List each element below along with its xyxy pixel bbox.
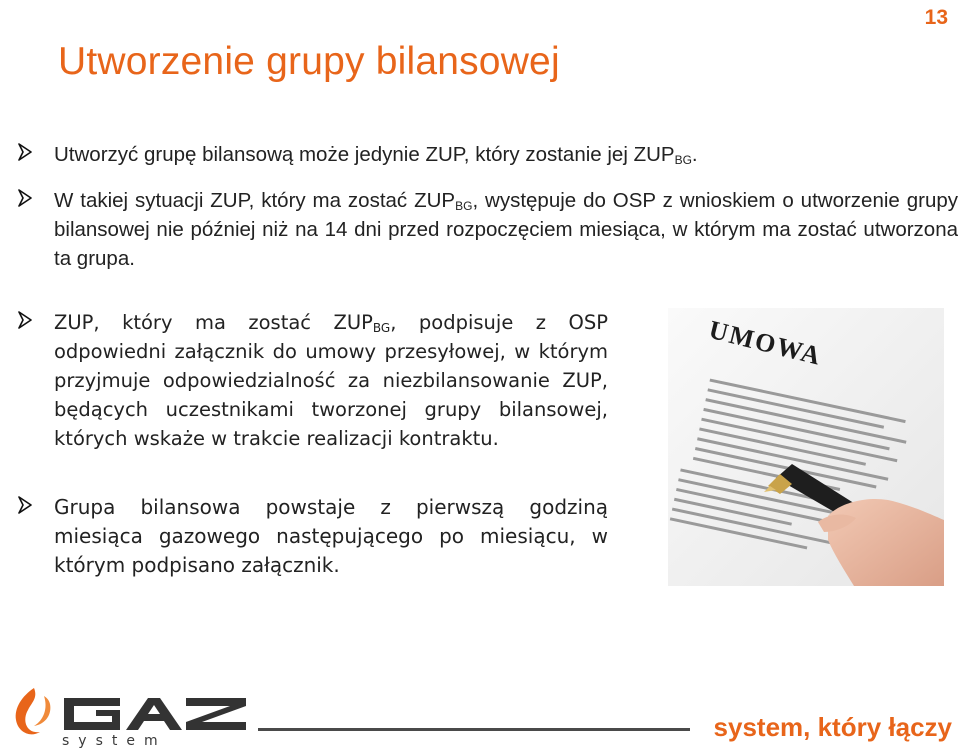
- bullet-text: W takiej sytuacji ZUP, który ma zostać $ZUP_{BG}$, występuje do OSP z wnioskiem o utworzenie grupy bilansowej nie później niż na 14 dni przed rozpoczęciem miesiąca, w którym ma zostać utworzona ta grupa.: [54, 189, 959, 270]
- bullet-text: Grupa bilansowa powstaje z pierwszą godziną miesiąca gazowego następującego po miesiącu, w którym podpisano załącznik.: [54, 495, 608, 577]
- logo-subtext: system: [62, 733, 167, 749]
- bullet-text: ZUP, który ma zostać $ZUP_{BG}$, podpisuje z OSP odpowiedni załącznik do umowy przesyłowej, w którym przyjmuje odpowiedzialność za niezbilansowanie ZUP, będących uczestnikami tworzonej grupy bilansowej, których wskaże w trakcie realizacji kontraktu.: [54, 311, 608, 450]
- footer-slogan: system, który łączy: [713, 712, 952, 742]
- contract-signing-photo: [668, 308, 944, 586]
- arrow-bullet-icon: [18, 308, 54, 453]
- photo-heading: UMOWA: [706, 314, 826, 371]
- arrow-bullet-icon: [18, 493, 54, 580]
- arrow-bullet-icon: [18, 186, 54, 273]
- bullet-item-3: [18, 308, 608, 453]
- bullet-item-4: [18, 493, 608, 580]
- page-number: 13: [924, 6, 948, 29]
- slide-title: Utworzenie grupy bilansowej: [58, 40, 560, 83]
- logo-lettering: [64, 698, 246, 730]
- bullet-text: Utworzyć grupę bilansową może jedynie ZUP, który zostanie jej $ZUP_{BG}$.: [54, 143, 698, 167]
- flame-icon: [16, 688, 51, 734]
- bullet-item-2: [18, 186, 958, 273]
- arrow-bullet-icon: [18, 140, 54, 169]
- bullet-item-1: [18, 140, 948, 169]
- footer-divider: [258, 728, 690, 731]
